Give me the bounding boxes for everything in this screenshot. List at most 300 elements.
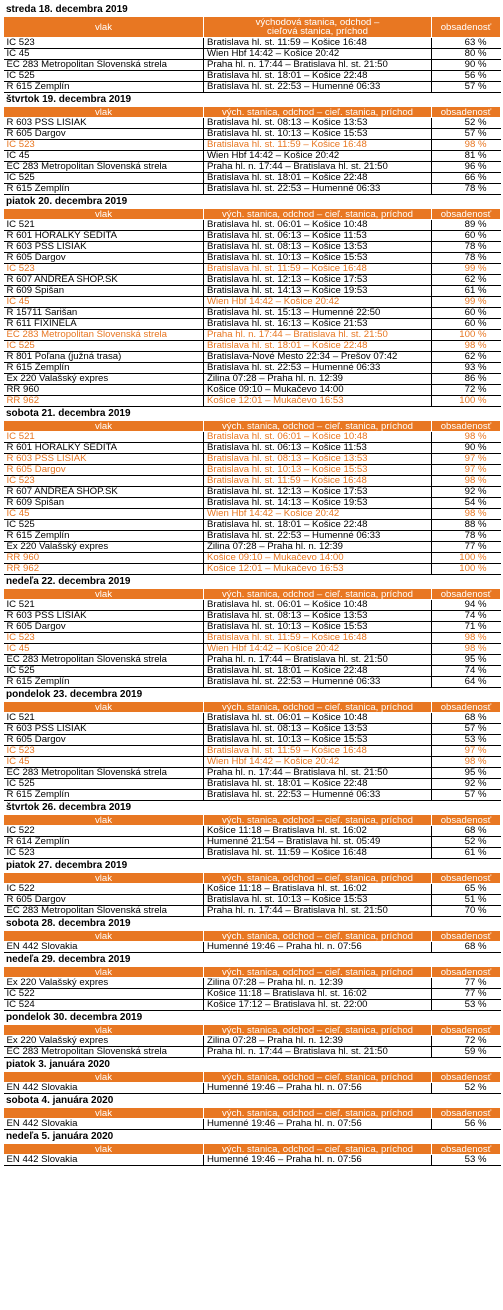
occupancy-cell: 56 % [432, 71, 501, 82]
train-name-cell: R 15711 Šarišan [4, 308, 204, 319]
day-date-heading: nedeľa 29. decembra 2019 [6, 954, 131, 965]
train-name-cell: EC 283 Metropolitan Slovenská strela [4, 1047, 204, 1058]
table-row [4, 275, 501, 286]
route-cell: Wien Hbf 14:42 – Košice 20:42 [204, 297, 432, 308]
route-cell: Bratislava hl. st. 11:59 – Košice 16:48 [204, 140, 432, 151]
table-row [4, 71, 501, 82]
table-row [4, 633, 501, 644]
day-date-heading: štvrtok 19. decembra 2019 [6, 94, 132, 105]
train-name-cell: EC 283 Metropolitan Slovenská strela [4, 655, 204, 666]
day-date-heading: pondelok 23. decembra 2019 [6, 689, 143, 700]
train-name-cell: IC 45 [4, 151, 204, 162]
occupancy-cell: 70 % [432, 906, 501, 917]
train-name-cell: R 615 Zemplín [4, 82, 204, 93]
occupancy-cell: 57 % [432, 724, 501, 735]
table-row [4, 1083, 501, 1094]
header-route: vých. stanica, odchod – cieľ. stanica, príchod [204, 967, 432, 978]
day-section [3, 688, 500, 801]
occupancy-cell: 68 % [432, 713, 501, 724]
occupancy-cell: 53 % [432, 1000, 501, 1011]
train-name-cell: R 605 Dargov [4, 735, 204, 746]
table-row [4, 38, 501, 49]
route-cell: Bratislava hl. st. 06:13 – Košice 11:53 [204, 231, 432, 242]
occupancy-cell: 52 % [432, 1083, 501, 1094]
header-train: vlak [4, 421, 204, 432]
route-cell: Bratislava hl. st. 11:59 – Košice 16:48 [204, 848, 432, 859]
occupancy-cell: 59 % [432, 1047, 501, 1058]
day-section [3, 407, 500, 575]
occupancy-cell: 100 % [432, 564, 501, 575]
table-row [4, 443, 501, 454]
train-table [3, 16, 501, 93]
occupancy-cell: 62 % [432, 352, 501, 363]
train-name-cell: IC 523 [4, 848, 204, 859]
train-name-cell: Ex 220 Valašský expres [4, 542, 204, 553]
occupancy-cell: 98 % [432, 476, 501, 487]
table-row [4, 231, 501, 242]
train-name-cell: R 605 Dargov [4, 895, 204, 906]
table-row [4, 49, 501, 60]
route-cell: Humenné 19:46 – Praha hl. n. 07:56 [204, 1155, 432, 1166]
route-cell: Bratislava hl. st. 11:59 – Košice 16:48 [204, 38, 432, 49]
header-route: vých. stanica, odchod – cieľ. stanica, príchod [204, 931, 432, 942]
route-cell: Bratislava hl. st. 22:53 – Humenné 06:33 [204, 82, 432, 93]
route-cell: Košice 11:18 – Bratislava hl. st. 16:02 [204, 884, 432, 895]
train-name-cell: RR 960 [4, 553, 204, 564]
header-occupancy: obsadenosť [432, 815, 501, 826]
route-cell: Bratislava hl. st. 08:13 – Košice 13:53 [204, 454, 432, 465]
table-header-row [4, 702, 501, 713]
header-route: vých. stanica, odchod – cieľ. stanica, príchod [204, 107, 432, 118]
occupancy-cell: 63 % [432, 38, 501, 49]
occupancy-cell: 100 % [432, 330, 501, 341]
day-date-heading: sobota 28. decembra 2019 [6, 918, 131, 929]
route-cell: Bratislava hl. st. 10:13 – Košice 15:53 [204, 622, 432, 633]
occupancy-cell: 78 % [432, 531, 501, 542]
train-name-cell: R 605 Dargov [4, 129, 204, 140]
route-cell: Bratislava hl. st. 06:01 – Košice 10:48 [204, 600, 432, 611]
route-cell: Bratislava hl. st. 10:13 – Košice 15:53 [204, 129, 432, 140]
table-row [4, 884, 501, 895]
route-cell: Praha hl. n. 17:44 – Bratislava hl. st. 21:50 [204, 330, 432, 341]
table-row [4, 60, 501, 71]
occupancy-cell: 100 % [432, 553, 501, 564]
train-name-cell: R 605 Dargov [4, 465, 204, 476]
header-occupancy: obsadenosť [432, 209, 501, 220]
train-name-cell: IC 521 [4, 600, 204, 611]
day-date-heading: nedeľa 22. decembra 2019 [6, 576, 131, 587]
train-name-cell: Ex 220 Valašský expres [4, 978, 204, 989]
occupancy-cell: 92 % [432, 487, 501, 498]
train-name-cell: R 615 Zemplín [4, 363, 204, 374]
table-row [4, 848, 501, 859]
train-name-cell: IC 523 [4, 140, 204, 151]
train-name-cell: IC 523 [4, 633, 204, 644]
train-name-cell: IC 525 [4, 173, 204, 184]
day-section [3, 3, 500, 93]
route-cell: Bratislava hl. st. 11:59 – Košice 16:48 [204, 476, 432, 487]
day-date-heading: sobota 4. januára 2020 [6, 1095, 114, 1106]
day-section [3, 195, 500, 407]
header-route: vých. stanica, odchod – cieľ. stanica, príchod [204, 589, 432, 600]
table-row [4, 837, 501, 848]
train-name-cell: RR 960 [4, 385, 204, 396]
table-row [4, 622, 501, 633]
header-route: vých. stanica, odchod – cieľ. stanica, príchod [204, 1072, 432, 1083]
train-table [3, 701, 501, 801]
table-row [4, 564, 501, 575]
header-route-line-2: cieľová stanica, príchod [267, 26, 368, 37]
occupancy-cell: 81 % [432, 151, 501, 162]
header-occupancy: obsadenosť [432, 931, 501, 942]
table-row [4, 385, 501, 396]
train-name-cell: Ex 220 Valašský expres [4, 374, 204, 385]
route-cell: Bratislava hl. st. 18:01 – Košice 22:48 [204, 173, 432, 184]
table-row [4, 509, 501, 520]
table-row [4, 319, 501, 330]
route-cell: Bratislava hl. st. 11:59 – Košice 16:48 [204, 633, 432, 644]
header-occupancy: obsadenosť [432, 589, 501, 600]
route-cell: Bratislava-Nové Mesto 22:34 – Prešov 07:42 [204, 352, 432, 363]
occupancy-cell: 72 % [432, 1036, 501, 1047]
occupancy-cell: 66 % [432, 173, 501, 184]
route-cell: Praha hl. n. 17:44 – Bratislava hl. st. 21:50 [204, 60, 432, 71]
day-section [3, 1011, 500, 1058]
header-route [204, 17, 432, 38]
occupancy-cell: 53 % [432, 1155, 501, 1166]
table-header-row [4, 967, 501, 978]
train-name-cell: IC 521 [4, 220, 204, 231]
header-occupancy: obsadenosť [432, 873, 501, 884]
table-row [4, 184, 501, 195]
route-cell: Wien Hbf 14:42 – Košice 20:42 [204, 49, 432, 60]
route-cell: Bratislava hl. st. 11:59 – Košice 16:48 [204, 264, 432, 275]
header-route-line-1: východová stanica, odchod – [255, 17, 380, 28]
occupancy-cell: 77 % [432, 542, 501, 553]
train-name-cell: R 615 Zemplín [4, 677, 204, 688]
train-name-cell: R 601 HORALKY SEDITA [4, 231, 204, 242]
train-name-cell: EC 283 Metropolitan Slovenská strela [4, 330, 204, 341]
table-row [4, 542, 501, 553]
route-cell: Wien Hbf 14:42 – Košice 20:42 [204, 757, 432, 768]
occupancy-cell: 96 % [432, 162, 501, 173]
occupancy-cell: 68 % [432, 942, 501, 953]
occupancy-cell: 95 % [432, 655, 501, 666]
table-header-row [4, 209, 501, 220]
table-row [4, 1119, 501, 1130]
occupancy-cell: 72 % [432, 385, 501, 396]
train-name-cell: IC 525 [4, 779, 204, 790]
train-name-cell: R 603 PSS LIŠIAK [4, 454, 204, 465]
header-occupancy: obsadenosť [432, 967, 501, 978]
route-cell: Košice 17:12 – Bratislava hl. st. 22:00 [204, 1000, 432, 1011]
table-row [4, 746, 501, 757]
day-date-heading: štvrtok 26. decembra 2019 [6, 802, 132, 813]
occupancy-cell: 78 % [432, 242, 501, 253]
table-row [4, 173, 501, 184]
train-name-cell: RR 962 [4, 396, 204, 407]
occupancy-cell: 100 % [432, 396, 501, 407]
occupancy-cell: 54 % [432, 498, 501, 509]
header-occupancy: obsadenosť [432, 1072, 501, 1083]
header-train: vlak [4, 17, 204, 38]
header-train: vlak [4, 209, 204, 220]
occupancy-cell: 74 % [432, 611, 501, 622]
table-row [4, 286, 501, 297]
header-train: vlak [4, 702, 204, 713]
train-name-cell: R 611 FIXINELA [4, 319, 204, 330]
occupancy-cell: 51 % [432, 895, 501, 906]
route-cell: Bratislava hl. st. 22:53 – Humenné 06:33 [204, 790, 432, 801]
route-cell: Bratislava hl. st. 10:13 – Košice 15:53 [204, 253, 432, 264]
table-row [4, 352, 501, 363]
table-header-row [4, 931, 501, 942]
train-name-cell: R 801 Poľana (južná trasa) [4, 352, 204, 363]
train-name-cell: IC 45 [4, 297, 204, 308]
route-cell: Wien Hbf 14:42 – Košice 20:42 [204, 151, 432, 162]
table-row [4, 454, 501, 465]
occupancy-cell: 98 % [432, 509, 501, 520]
day-date-heading: piatok 20. decembra 2019 [6, 196, 128, 207]
train-name-cell: IC 523 [4, 746, 204, 757]
table-row [4, 118, 501, 129]
route-cell: Bratislava hl. st. 22:53 – Humenné 06:33 [204, 184, 432, 195]
day-date-heading: nedeľa 5. januára 2020 [6, 1131, 114, 1142]
header-route: vých. stanica, odchod – cieľ. stanica, príchod [204, 1108, 432, 1119]
occupancy-cell: 88 % [432, 520, 501, 531]
day-section [3, 1058, 500, 1094]
route-cell: Bratislava hl. st. 22:53 – Humenné 06:33 [204, 531, 432, 542]
day-date-heading: sobota 21. decembra 2019 [6, 408, 131, 419]
route-cell: Bratislava hl. st. 18:01 – Košice 22:48 [204, 341, 432, 352]
table-header-row [4, 1108, 501, 1119]
train-name-cell: IC 521 [4, 432, 204, 443]
table-row [4, 341, 501, 352]
route-cell: Bratislava hl. st. 16:13 – Košice 21:53 [204, 319, 432, 330]
train-name-cell: R 607 ANDREA SHOP.SK [4, 275, 204, 286]
header-train: vlak [4, 815, 204, 826]
train-name-cell: R 605 Dargov [4, 622, 204, 633]
occupancy-cell: 60 % [432, 319, 501, 330]
route-cell: Bratislava hl. st. 22:53 – Humenné 06:33 [204, 677, 432, 688]
occupancy-cell: 68 % [432, 826, 501, 837]
table-row [4, 790, 501, 801]
occupancy-cell: 98 % [432, 432, 501, 443]
header-route: vých. stanica, odchod – cieľ. stanica, príchod [204, 1144, 432, 1155]
route-cell: Bratislava hl. st. 06:01 – Košice 10:48 [204, 220, 432, 231]
table-row [4, 989, 501, 1000]
header-occupancy: obsadenosť [432, 17, 501, 38]
occupancy-cell: 52 % [432, 837, 501, 848]
train-name-cell: EN 442 Slovakia [4, 1083, 204, 1094]
route-cell: Bratislava hl. st. 08:13 – Košice 13:53 [204, 724, 432, 735]
route-cell: Humenné 19:46 – Praha hl. n. 07:56 [204, 1119, 432, 1130]
header-train: vlak [4, 967, 204, 978]
occupancy-cell: 77 % [432, 989, 501, 1000]
header-route: vých. stanica, odchod – cieľ. stanica, príchod [204, 873, 432, 884]
train-name-cell: IC 522 [4, 884, 204, 895]
table-header-row [4, 1025, 501, 1036]
occupancy-cell: 57 % [432, 82, 501, 93]
occupancy-cell: 74 % [432, 666, 501, 677]
occupancy-cell: 98 % [432, 341, 501, 352]
occupancy-cell: 98 % [432, 644, 501, 655]
header-route: vých. stanica, odchod – cieľ. stanica, príchod [204, 702, 432, 713]
route-cell: Bratislava hl. st. 08:13 – Košice 13:53 [204, 118, 432, 129]
table-row [4, 374, 501, 385]
train-name-cell: EN 442 Slovakia [4, 1119, 204, 1130]
day-date-heading: piatok 27. decembra 2019 [6, 860, 128, 871]
route-cell: Bratislava hl. st. 06:13 – Košice 11:53 [204, 443, 432, 454]
header-occupancy: obsadenosť [432, 421, 501, 432]
train-name-cell: IC 525 [4, 666, 204, 677]
table-row [4, 1000, 501, 1011]
train-name-cell: IC 45 [4, 49, 204, 60]
train-name-cell: Ex 220 Valašský expres [4, 1036, 204, 1047]
table-row [4, 162, 501, 173]
train-name-cell: IC 45 [4, 509, 204, 520]
train-name-cell: IC 523 [4, 476, 204, 487]
occupancy-cell: 60 % [432, 231, 501, 242]
train-name-cell: EC 283 Metropolitan Slovenská strela [4, 768, 204, 779]
train-name-cell: R 614 Zemplín [4, 837, 204, 848]
header-train: vlak [4, 1025, 204, 1036]
train-name-cell: R 615 Zemplín [4, 184, 204, 195]
occupancy-cell: 62 % [432, 275, 501, 286]
table-row [4, 242, 501, 253]
occupancy-cell: 97 % [432, 465, 501, 476]
table-row [4, 129, 501, 140]
header-train: vlak [4, 1072, 204, 1083]
route-cell: Praha hl. n. 17:44 – Bratislava hl. st. 21:50 [204, 906, 432, 917]
train-name-cell: IC 523 [4, 38, 204, 49]
table-row [4, 465, 501, 476]
occupancy-cell: 99 % [432, 297, 501, 308]
route-cell: Košice 12:01 – Mukačevo 16:53 [204, 396, 432, 407]
train-table [3, 1107, 501, 1130]
table-row [4, 1047, 501, 1058]
train-name-cell: IC 521 [4, 713, 204, 724]
occupancy-cell: 65 % [432, 884, 501, 895]
table-row [4, 677, 501, 688]
day-date-heading: pondelok 30. decembra 2019 [6, 1012, 143, 1023]
table-row [4, 735, 501, 746]
table-row [4, 724, 501, 735]
route-cell: Bratislava hl. st. 06:01 – Košice 10:48 [204, 713, 432, 724]
route-cell: Humenné 19:46 – Praha hl. n. 07:56 [204, 1083, 432, 1094]
table-header-row [4, 107, 501, 118]
route-cell: Bratislava hl. st. 18:01 – Košice 22:48 [204, 520, 432, 531]
table-header-row [4, 589, 501, 600]
occupancy-cell: 80 % [432, 49, 501, 60]
route-cell: Bratislava hl. st. 15:13 – Humenné 22:50 [204, 308, 432, 319]
route-cell: Košice 12:01 – Mukačevo 16:53 [204, 564, 432, 575]
table-row [4, 140, 501, 151]
table-header-row [4, 1072, 501, 1083]
header-route: vých. stanica, odchod – cieľ. stanica, príchod [204, 421, 432, 432]
occupancy-cell: 89 % [432, 220, 501, 231]
train-name-cell: IC 522 [4, 826, 204, 837]
table-row [4, 757, 501, 768]
occupancy-cell: 93 % [432, 363, 501, 374]
occupancy-cell: 97 % [432, 454, 501, 465]
route-cell: Bratislava hl. st. 18:01 – Košice 22:48 [204, 71, 432, 82]
occupancy-cell: 60 % [432, 308, 501, 319]
day-section [3, 1094, 500, 1130]
header-occupancy: obsadenosť [432, 1108, 501, 1119]
table-row [4, 644, 501, 655]
occupancy-cell: 98 % [432, 757, 501, 768]
route-cell: Žilina 07:28 – Praha hl. n. 12:39 [204, 978, 432, 989]
header-route: vých. stanica, odchod – cieľ. stanica, príchod [204, 1025, 432, 1036]
table-row [4, 1155, 501, 1166]
train-table [3, 814, 501, 859]
train-name-cell: IC 522 [4, 989, 204, 1000]
train-table [3, 106, 501, 195]
occupancy-cell: 78 % [432, 253, 501, 264]
table-header-row [4, 17, 501, 38]
train-table [3, 208, 501, 407]
route-cell: Bratislava hl. st. 12:13 – Košice 17:53 [204, 487, 432, 498]
table-row [4, 768, 501, 779]
header-train: vlak [4, 589, 204, 600]
train-table [3, 872, 501, 917]
occupancy-cell: 90 % [432, 443, 501, 454]
occupancy-cell: 98 % [432, 633, 501, 644]
occupancy-cell: 57 % [432, 129, 501, 140]
train-name-cell: R 609 Spišan [4, 286, 204, 297]
occupancy-cell: 56 % [432, 1119, 501, 1130]
train-name-cell: R 609 Spišan [4, 498, 204, 509]
header-train: vlak [4, 107, 204, 118]
table-row [4, 520, 501, 531]
table-row [4, 396, 501, 407]
train-name-cell: IC 525 [4, 341, 204, 352]
route-cell: Praha hl. n. 17:44 – Bratislava hl. st. 21:50 [204, 655, 432, 666]
day-section [3, 801, 500, 859]
train-table [3, 420, 501, 575]
header-train: vlak [4, 931, 204, 942]
table-header-row [4, 873, 501, 884]
train-name-cell: IC 525 [4, 520, 204, 531]
train-name-cell: R 603 PSS LIŠIAK [4, 724, 204, 735]
train-name-cell: RR 962 [4, 564, 204, 575]
table-header-row [4, 1144, 501, 1155]
table-row [4, 151, 501, 162]
route-cell: Bratislava hl. st. 06:01 – Košice 10:48 [204, 432, 432, 443]
table-row [4, 655, 501, 666]
route-cell: Košice 09:10 – Mukačevo 14:00 [204, 553, 432, 564]
day-section [3, 1130, 500, 1166]
header-train: vlak [4, 873, 204, 884]
train-name-cell: R 605 Dargov [4, 253, 204, 264]
route-cell: Bratislava hl. st. 10:13 – Košice 15:53 [204, 895, 432, 906]
table-row [4, 330, 501, 341]
train-name-cell: IC 524 [4, 1000, 204, 1011]
train-table [3, 1024, 501, 1058]
table-row [4, 476, 501, 487]
route-cell: Košice 09:10 – Mukačevo 14:00 [204, 385, 432, 396]
route-cell: Bratislava hl. st. 18:01 – Košice 22:48 [204, 779, 432, 790]
train-name-cell: EN 442 Slovakia [4, 942, 204, 953]
header-occupancy: obsadenosť [432, 107, 501, 118]
route-cell: Humenné 21:54 – Bratislava hl. st. 05:49 [204, 837, 432, 848]
table-row [4, 666, 501, 677]
table-row [4, 895, 501, 906]
table-row [4, 600, 501, 611]
occupancy-cell: 92 % [432, 779, 501, 790]
train-name-cell: R 615 Zemplín [4, 531, 204, 542]
